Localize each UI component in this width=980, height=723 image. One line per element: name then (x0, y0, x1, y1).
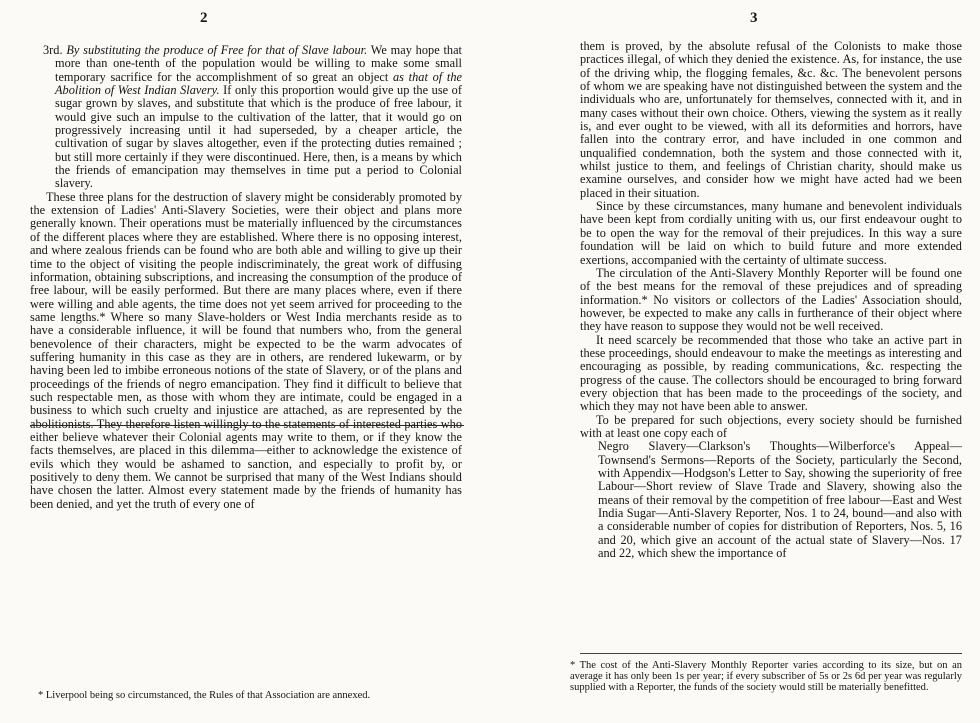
footnote-right: * The cost of the Anti-Slavery Monthly Reporter varies according to its size, but on an average it has only been 1s per year; if every subscriber of 5s or 2s 6d per year was regularly supplied with a Reporter, the funds of the society would still be materially benefitted. (570, 660, 962, 694)
footnote-left: * Liverpool being so circumstanced, the Rules of that Association are annexed. (38, 690, 371, 701)
meetings-paragraph: It need scarcely be recommended that those who take an active part in these proceedings, should endeavour to make the meetings as interesting and encouraging as possible, by reading communications, &c. respecting the progress of the cause. The collectors should be encouraged to bring forward every objection that has been made to the proceedings of the society, and which they may not have been able to answer. (580, 332, 962, 414)
prejudices-paragraph: Since by these circumstances, many humane and benevolent individuals have been kept from cordially uniting with us, our first endeavour ought to be to open the way for the removal of their prejudices. In this way a sure foundation will be laid on which to build future and more extended exertions, accompanied with the certainty of ultimate success. (580, 199, 962, 267)
page-number-left: 2 (200, 10, 208, 26)
plans-paragraph: These three plans for the destruction of slavery might be considerably promoted by the extension of Ladies' Anti-Slavery Societies, were their object and plans more generally known. Their operations must be materially influenced by the circumstances of the different places where they are established. Where there is no opposing interest, and where zealous friends can be found who are both able and willing to give up their time to the object of visiting the people indiscriminately, the great work of diffusing information, obtaining subscriptions, and increasing the consumption of the produce of free labour, will be easily performed. But there are many places where, even if there were willing and able agents, the time does not yet seem arrived for proceeding to the same lengths.* Where so many Slave-holders or West India merchants reside as to have a considerable influence, it will be found that numbers who, from the general benevolence of their characters, might be expected to be the warm advocates of suffering humanity in this case as they are in others, are rendered lukewarm, or by having been led to imbibe erroneous notions of the state of Slavery, or of the plans and proceedings of the friends of negro emancipation. They find it difficult to believe that such respectable men, as those with whom they are intimate, could be engaged in a business to which such cruelty and injustice are attached, as are represented by the abolitionists. They therefore listen willingly to the statements of interested parties who either believe whatever their Colonial agents may write to them, or if they know the facts themselves, are placed in this dilemma—either to acknowledge the existence of evils which they would be ashamed to sanction, and especially to profit by, or positively to deny them. We cannot be surprised that many of the West Indians should have chosen the latter. Almost every statement made by the friends of humanity has been denied, and yet the truth of every one of (30, 189, 462, 511)
reporter-paragraph: The circulation of the Anti-Slavery Monthly Reporter will be found one of the best means for the removal of these prejudices and of spreading information.* No visitors or collectors of the Ladies' Association should, however, be expected to make any calls in furtherance of their object where they have reason to suppose they would not be well received. (580, 265, 962, 334)
right-page-body (580, 40, 962, 560)
item-heading: By substituting the produce of Free for that of Slave labour. (66, 43, 368, 57)
third-plan-paragraph: 3rd. By substituting the produce of Free for that of Slave labour. We may hope that more than one-tenth of the population would be willing to make some small temporary sacrifice for the accomplishment of so great an object as that of the Abolition of West Indian Slavery. If only this proportion would give up the use of sugar grown by slaves, and substitute that which is the produce of free labour, it would give such an impulse to the cultivation of the latter, that it would go on progressively increasing until it had superseded, by a cheaper article, the cultivation of sugar by slaves altogether, even if the protecting duties remained ; but still more certainly if they were discontinued. Here, then, is a means by which the friends of emancipation may themselves in time put a period to Colonial slavery. (43, 43, 463, 191)
item-label: 3rd. (43, 43, 63, 57)
continuation-paragraph: them is proved, by the absolute refusal of the Colonists to make those practices illegal, of which they denied the existence. As, for instance, the use of the driving whip, the flogging females, &c. &c. The benevolent persons of whom we are speaking have not distinguished between the system and the individuals who are, unfortunately for themselves, connected with it, and in many cases without their own choice. Others, viewing the system as it really is, and ever ought to be viewed, with all its deformities and horrors, have fallen into the contrary error, and have included in one common and unqualified condemnation, both the system and those connected with it, whilst justice to them, and feelings of Christian charity, should make us examine ourselves, and consider how we might have acted had we been placed in their situation. (580, 39, 962, 200)
publications-list: Negro Slavery—Clarkson's Thoughts—Wilberforce's Appeal—Townsend's Sermons—Reports of the Society, particularly the Second, with Appendix—Hodgson's Letter to Say, showing the superiority of free Labour—Short review of Slave Trade and Slavery, showing also the means of their removal by the competition of free labour—East and West India Sugar—Anti-Slavery Reporter, Nos. 1 to 24, bound—and also with a considerable number of copies for distribution of Reporters, Nos. 5, 16 and 20, which give an account of the actual state of Slavery—Nos. 17 and 22, which shew the importance of (598, 439, 962, 561)
left-page-body (30, 44, 462, 511)
page-number-right: 3 (750, 10, 758, 26)
crease-line (30, 425, 464, 426)
footnote-rule (580, 653, 962, 654)
left-page (0, 0, 478, 723)
objections-paragraph: To be prepared for such objections, every society should be furnished with at least one copy each of (580, 412, 962, 440)
right-page (490, 0, 980, 723)
